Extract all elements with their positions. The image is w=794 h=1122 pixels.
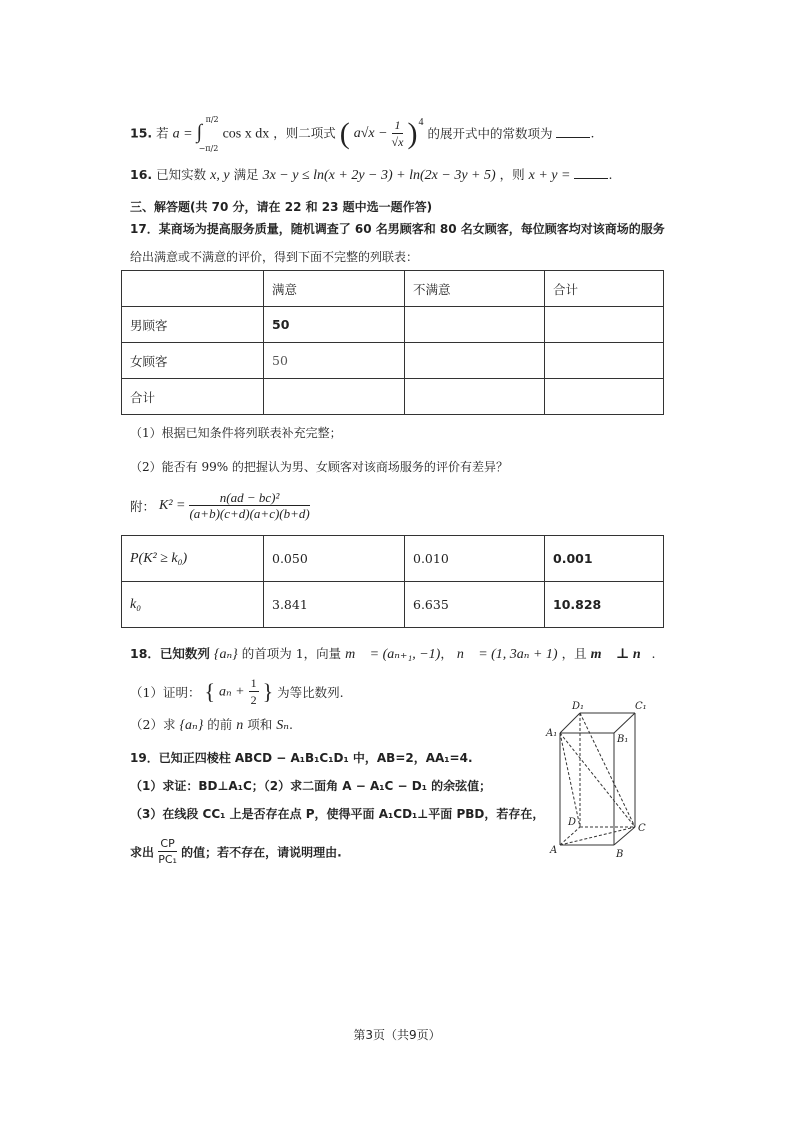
- q18-half-fraction: [249, 676, 259, 708]
- q19-line4-text: 求出: [130, 845, 155, 860]
- label-A: A: [550, 845, 558, 856]
- q16-text2: 满足: [233, 167, 259, 182]
- critical-value-table: [121, 535, 664, 628]
- table-cell: 50: [264, 307, 405, 343]
- q18-sub2-text3: 项和: [247, 717, 273, 732]
- table-cell: 0.050: [264, 536, 405, 582]
- table-header-cell: [122, 271, 264, 307]
- q16-inequality: 3x − y ≤ ln(x + 2y − 3) + ln(2x − 3y + 5): [262, 168, 496, 183]
- q18-vector-m: m⃗ = (aₙ₊₁, −1): [345, 647, 441, 662]
- q15-text1: 若: [156, 125, 169, 141]
- q16-number: 16.: [130, 167, 153, 182]
- edge-C1B1: [614, 713, 635, 733]
- table-cell: 男顾客: [122, 307, 264, 343]
- table-cell: 6.635: [405, 582, 545, 628]
- q18-sub2-seq: {aₙ}: [179, 718, 204, 733]
- q16-text3: ，则: [499, 167, 525, 182]
- q15-integrand: cos x dx: [222, 126, 270, 142]
- table-cell-p-label: P(K² ≥ k₀): [122, 536, 264, 582]
- table-row: [122, 582, 664, 628]
- q19-line4: [130, 836, 342, 868]
- q18-sub1-expr: aₙ +: [218, 684, 245, 700]
- label-D: D: [568, 817, 577, 828]
- q18-perp: m⃗ ⊥ n⃗: [590, 647, 652, 662]
- table-cell: 女顾客: [122, 343, 264, 379]
- q18-text2: 的首项为 1，向量: [241, 646, 342, 661]
- q18-sub2-period: .: [288, 717, 293, 732]
- label-A1: A₁: [546, 728, 558, 739]
- q18-sub2-text: （2）求: [130, 717, 176, 732]
- ratio-denominator: PC₁: [158, 853, 177, 866]
- half-denominator: 2: [250, 693, 257, 707]
- formula-fraction: [189, 490, 309, 522]
- q16-period: .: [608, 167, 613, 182]
- q15-integral: [196, 114, 219, 153]
- table-row: [122, 379, 664, 415]
- edge-D1A1: [560, 713, 580, 733]
- prism-figure: [540, 695, 660, 865]
- diag-A1D: [560, 733, 580, 827]
- label-C: C: [638, 823, 646, 834]
- q18-seq: {aₙ}: [213, 647, 238, 662]
- q18-sub2-text2: 的前: [207, 717, 233, 732]
- table-header-row: [122, 271, 664, 307]
- q17-sub1: （1）根据已知条件将列联表补充完整；: [130, 426, 342, 440]
- q15-answer-blank[interactable]: [556, 125, 590, 138]
- q18-text1: 18．已知数列: [130, 646, 210, 661]
- q18-text3: ，且: [561, 646, 587, 661]
- q18-sub1-text: （1）证明：: [130, 685, 201, 700]
- diag-D1C: [580, 713, 635, 827]
- q16-target: x + y =: [528, 168, 571, 183]
- left-brace: {: [204, 679, 215, 704]
- ratio-numerator: CP: [158, 836, 177, 852]
- question-15: [130, 114, 595, 153]
- chi-square-formula: [130, 490, 310, 522]
- integral-sign: ∫: [196, 120, 203, 143]
- binom-fraction: [392, 118, 404, 150]
- q19-line3: （3）在线段 CC₁ 上是否存在点 P，使得平面 A₁CD₁⊥平面 PBD，若存在，: [130, 807, 545, 821]
- table-row: [122, 343, 664, 379]
- q18-sub2-s: Sₙ: [276, 718, 289, 733]
- label-D1: D₁: [572, 701, 585, 712]
- label-C1: C₁: [635, 701, 647, 712]
- table-cell: [264, 379, 405, 415]
- q15-text2: ，则二项式: [273, 125, 336, 141]
- label-B: B: [616, 849, 624, 860]
- table-cell: 50: [264, 343, 405, 379]
- q18-sub2: [130, 716, 293, 735]
- table-cell: 0.010: [405, 536, 545, 582]
- integral-upper-limit: π/2: [205, 114, 219, 124]
- table-cell: [545, 307, 664, 343]
- question-16: [130, 166, 612, 185]
- table-cell: 10.828: [545, 582, 664, 628]
- q15-number: 15.: [130, 125, 153, 141]
- appendix-label: 附：: [130, 499, 156, 514]
- label-B1: B₁: [617, 734, 629, 745]
- table-cell: [405, 379, 545, 415]
- q15-a-eq: a =: [172, 126, 193, 142]
- half-numerator: 1: [250, 676, 257, 690]
- q16-text1: 已知实数: [156, 167, 207, 182]
- right-brace: }: [262, 679, 274, 704]
- table-cell: 合计: [122, 379, 264, 415]
- table-row: [122, 536, 664, 582]
- formula-numerator: n(ad − bc)²: [189, 490, 309, 506]
- q19-line2: （1）求证：BD⊥A₁C；（2）求二面角 A − A₁C − D₁ 的余弦值；: [130, 779, 492, 793]
- binom-numerator: 1: [392, 118, 404, 134]
- q15-period: .: [590, 125, 595, 141]
- right-paren: ): [407, 117, 418, 150]
- table-cell: [405, 343, 545, 379]
- q19-line4-text2: 的值；若不存在，请说明理由.: [181, 845, 342, 860]
- q16-vars: x, y: [210, 168, 230, 183]
- section-3-heading: 三、解答题(共 70 分，请在 22 和 23 题中选一题作答): [130, 200, 433, 214]
- q18-sub1-text2: 为等比数列.: [277, 685, 344, 700]
- integral-lower-limit: −π/2: [198, 143, 219, 153]
- q18-sub2-n: n: [236, 718, 244, 733]
- table-cell: 0.001: [545, 536, 664, 582]
- formula-lhs: K² =: [159, 498, 186, 513]
- page-footer: 第3页（共9页）: [353, 1028, 441, 1042]
- left-paren: (: [339, 117, 350, 150]
- binom-a-sqrt-x: a√x −: [353, 126, 388, 141]
- binom-denominator: √x: [391, 135, 404, 149]
- table-cell: [545, 379, 664, 415]
- table-header-cell: 不满意: [405, 271, 545, 307]
- formula-denominator: (a+b)(c+d)(a+c)(b+d): [189, 506, 310, 521]
- q17-line2: 给出满意或不满意的评价，得到下面不完整的列联表：: [130, 250, 419, 264]
- table-header-cell: 满意: [264, 271, 405, 307]
- q17-line1: 17．某商场为提高服务质量，随机调查了 60 名男顾客和 80 名女顾客，每位顾客均对该商场的服务: [130, 222, 665, 236]
- q18-vector-n: n⃗ = (1, 3aₙ + 1): [456, 647, 558, 662]
- table-cell: 3.841: [264, 582, 405, 628]
- q19-line1: 19．已知正四棱柱 ABCD − A₁B₁C₁D₁ 中，AB=2，AA₁=4.: [130, 751, 473, 765]
- table-row: [122, 307, 664, 343]
- table-cell-k-label: k₀: [122, 582, 264, 628]
- question-18: 18．已知数列 {aₙ} 的首项为 1，向量 m⃗ = (aₙ₊₁, −1)， n⃗ = (1, 3aₙ + 1) ，且 m⃗ ⊥ n⃗.: [130, 646, 656, 662]
- diag-A1C: [560, 733, 635, 827]
- q16-answer-blank[interactable]: [574, 166, 608, 179]
- table-cell: [405, 307, 545, 343]
- binom-power: 4: [418, 117, 424, 128]
- table-header-cell: 合计: [545, 271, 664, 307]
- q15-text3: 的展开式中的常数项为: [427, 125, 553, 141]
- q15-binomial: [339, 117, 424, 150]
- contingency-table: [121, 270, 664, 415]
- q19-ratio-fraction: [158, 836, 177, 868]
- table-cell: [545, 343, 664, 379]
- q17-sub2: （2）能否有 99% 的把握认为男、女顾客对该商场服务的评价有差异？: [130, 460, 508, 474]
- q18-sub1: [130, 676, 344, 708]
